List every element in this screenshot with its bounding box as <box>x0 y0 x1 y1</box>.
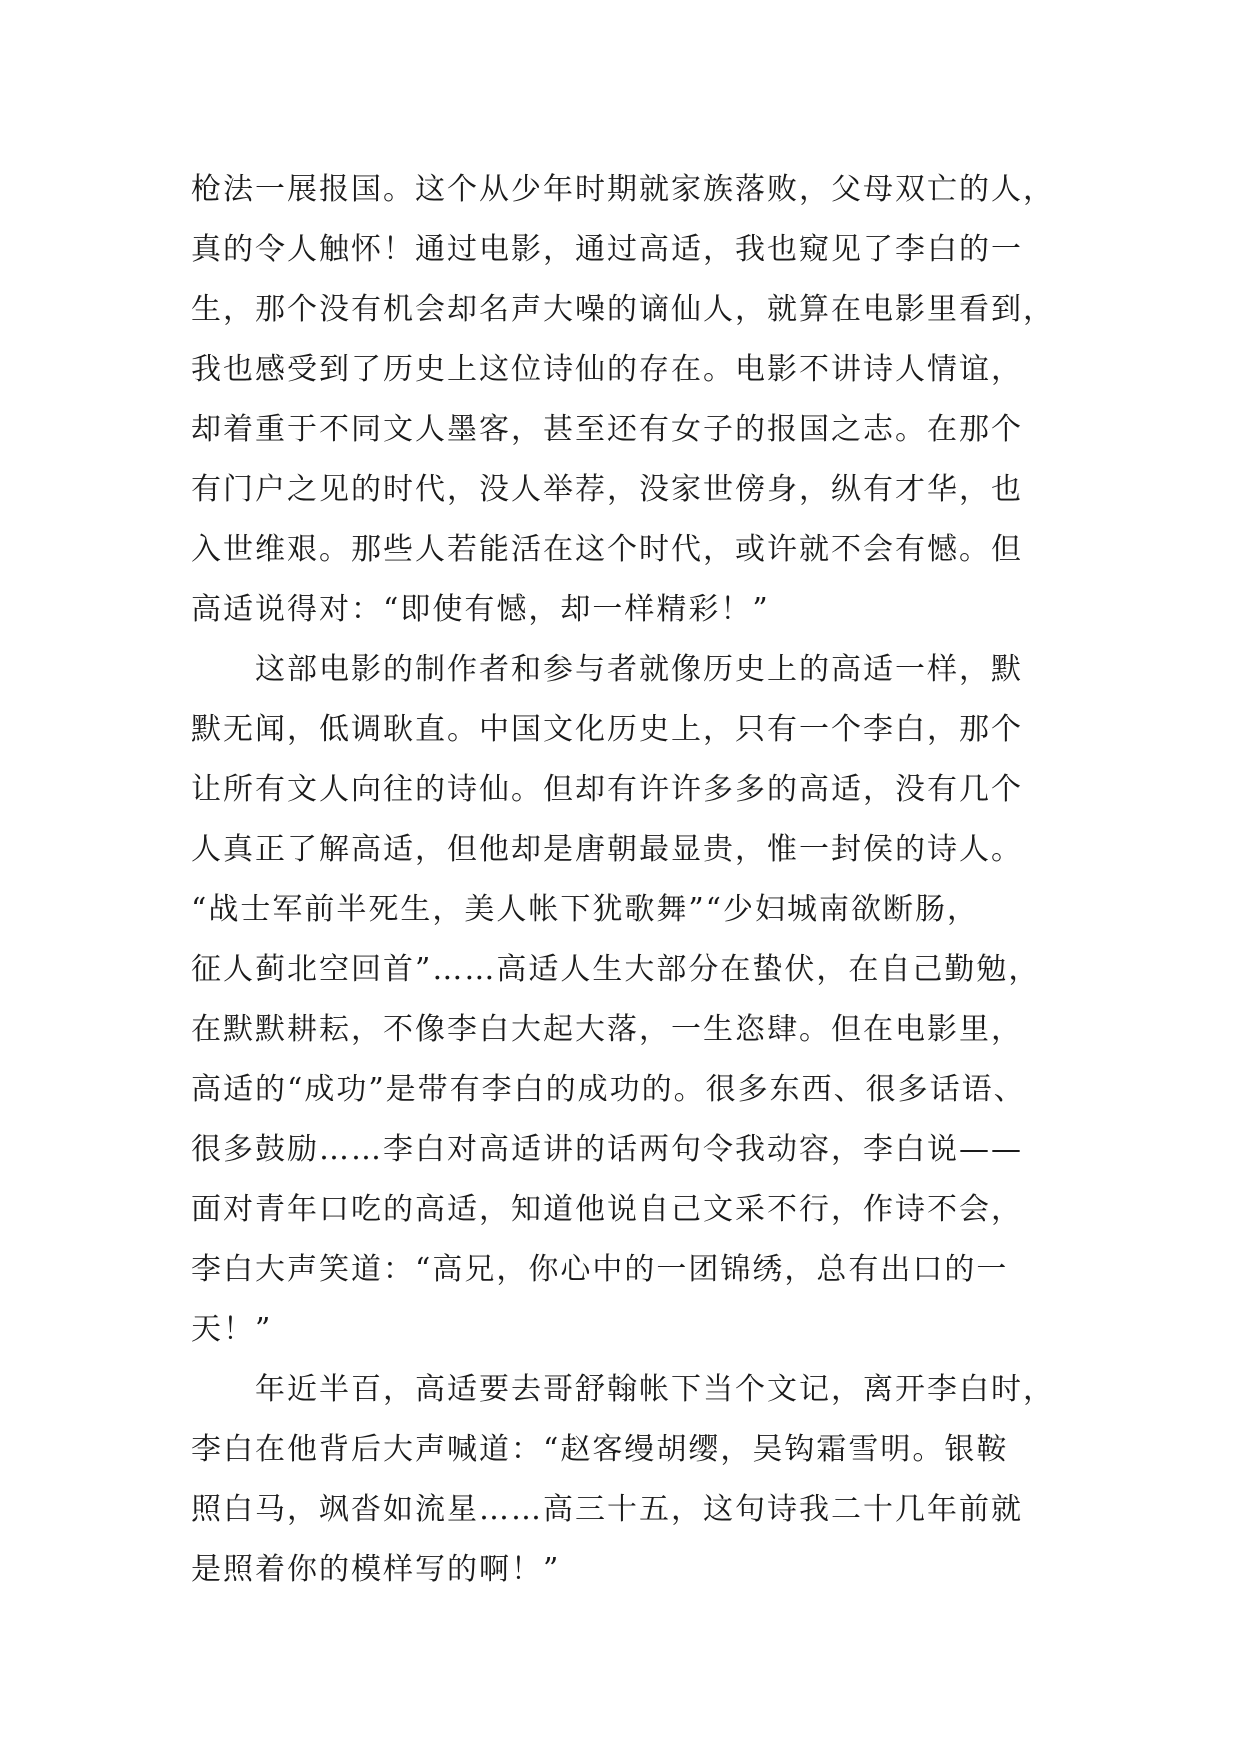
text-line: 高适说得对：“即使有憾，却一样精彩！” <box>191 592 770 627</box>
text-line: 很多鼓励……李白对高适讲的话两句令我动容，李白说—— <box>191 1132 1023 1167</box>
text-line: 有门户之见的时代，没人举荐，没家世傍身，纵有才华，也 <box>191 472 1023 507</box>
text-line: 面对青年口吃的高适，知道他说自己文采不行，作诗不会， <box>191 1192 1023 1227</box>
text-line: 在默默耕耘，不像李白大起大落，一生恣肆。但在电影里， <box>191 1012 1023 1047</box>
paragraph-first-line: 年近半百，高适要去哥舒翰帐下当个文记，离开李白时， <box>255 1372 1055 1407</box>
text-line: 默无闻，低调耿直。中国文化历史上，只有一个李白，那个 <box>191 712 1023 747</box>
text-line: 李白大声笑道：“高兄，你心中的一团锦绣，总有出口的一 <box>191 1252 1009 1287</box>
text-line: 是照着你的模样写的啊！” <box>191 1552 561 1587</box>
text-line: 我也感受到了历史上这位诗仙的存在。电影不讲诗人情谊， <box>191 352 1023 387</box>
text-line: 高适的“成功”是带有李白的成功的。很多东西、很多话语、 <box>191 1072 1026 1107</box>
text-line: 李白在他背后大声喊道：“赵客缦胡缨，吴钩霜雪明。银鞍 <box>191 1432 1009 1467</box>
text-line: 人真正了解高适，但他却是唐朝最显贵，惟一封侯的诗人。 <box>191 832 1023 867</box>
body-text <box>191 160 1071 1600</box>
text-line: 照白马，飒沓如流星……高三十五，这句诗我二十几年前就 <box>191 1492 1023 1527</box>
text-line: 真的令人触怀！通过电影，通过高适，我也窥见了李白的一 <box>191 232 1023 267</box>
text-line: 生，那个没有机会却名声大噪的谪仙人，就算在电影里看到， <box>191 292 1055 327</box>
text-line: 枪法一展报国。这个从少年时期就家族落败，父母双亡的人， <box>191 172 1055 207</box>
text-line: 让所有文人向往的诗仙。但却有许许多多的高适，没有几个 <box>191 772 1023 807</box>
paragraph-first-line: 这部电影的制作者和参与者就像历史上的高适一样，默 <box>255 652 1023 687</box>
text-line: “战士军前半死生，美人帐下犹歌舞”“少妇城南欲断肠， <box>191 892 980 927</box>
text-line: 却着重于不同文人墨客，甚至还有女子的报国之志。在那个 <box>191 412 1023 447</box>
text-line: 征人蓟北空回首”……高适人生大部分在蛰伏，在自己勤勉， <box>191 952 1041 987</box>
text-line: 入世维艰。那些人若能活在这个时代，或许就不会有憾。但 <box>191 532 1023 567</box>
text-line: 天！” <box>191 1312 273 1347</box>
